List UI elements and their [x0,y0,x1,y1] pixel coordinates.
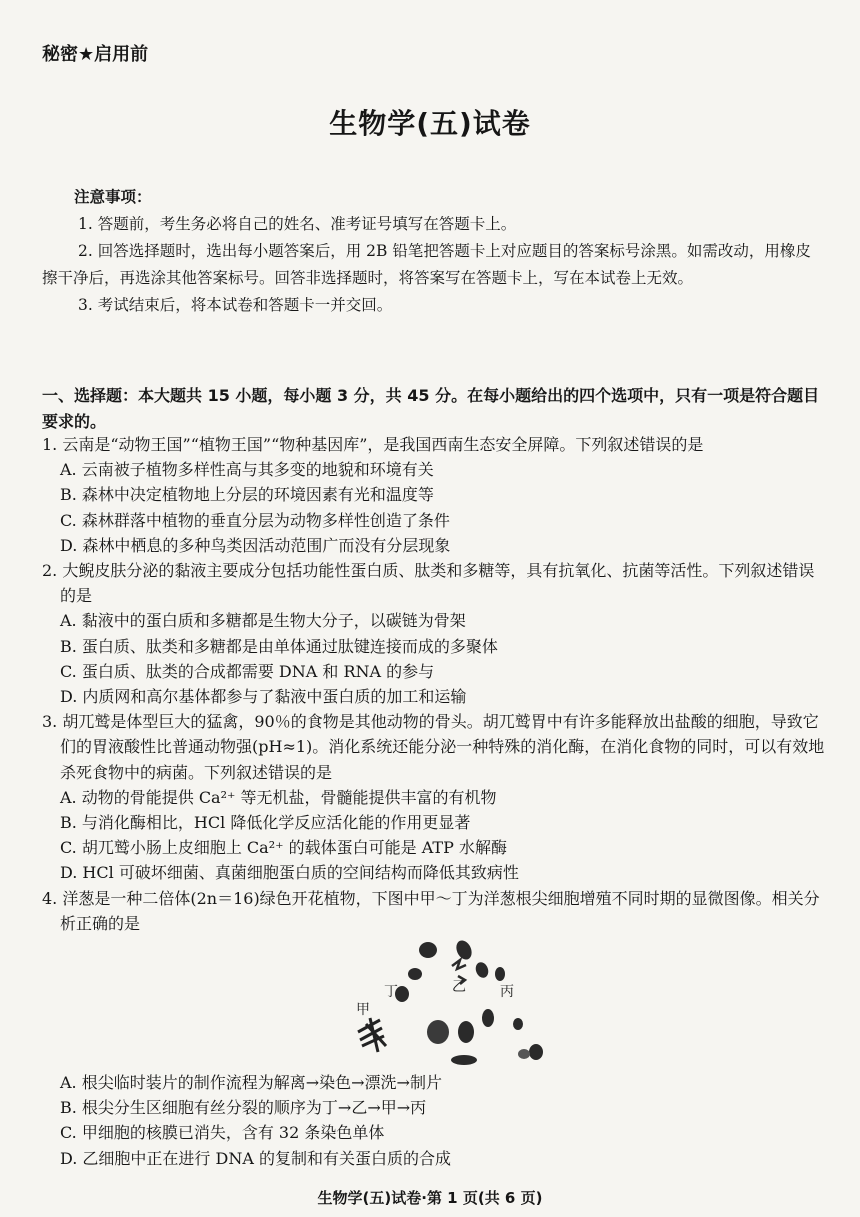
cell-blob [395,938,543,1065]
option-a: A. 根尖临时装片的制作流程为解离→染色→漂洗→制片 [60,1073,442,1092]
section-heading: 一、选择题：本大题共 15 小题，每小题 3 分，共 45 分。在每小题给出的四个选项中，只有一项是符合题目要求的。 [42,386,820,431]
figure-label-bing: 丙 [500,984,514,1000]
option-d: D. 内质网和高尔基体都参与了黏液中蛋白质的加工和运输 [60,687,467,707]
question-2 [42,558,830,709]
figure-label-jia: 甲 [356,1002,370,1018]
option-b: B. 森林中决定植物地上分层的环境因素有光和温度等 [60,485,434,505]
option-c: C. 森林群落中植物的垂直分层为动物多样性创造了条件 [60,510,450,530]
question-4-options [42,1070,830,1171]
option-b: B. 与消化酶相比，HCl 降低化学反应活化能的作用更显著 [60,813,471,833]
question-3 [42,709,830,885]
figure-label-ding: 丁 [384,984,398,1000]
question-stem: 1. 云南是“动物王国”“植物王国”“物种基因库”，是我国西南生态安全屏障。下列叙述错误的是 [42,435,704,454]
notice-item: 3. 考试结束后，将本试卷和答题卡一并交回。 [78,296,393,314]
option-c: C. 蛋白质、肽类的合成都需要 DNA 和 RNA 的参与 [60,661,435,681]
page-footer: 生物学(五)试卷·第 1 页(共 6 页) [317,1189,543,1207]
notice-heading: 注意事项： [74,188,152,206]
option-a: A. 黏液中的蛋白质和多糖都是生物大分子，以碳链为骨架 [60,611,466,631]
notice-item: 1. 答题前，考生务必将自己的姓名、准考证号填写在答题卡上。 [78,215,517,233]
option-a: A. 云南被子植物多样性高与其多变的地貌和环境有关 [60,460,434,480]
option-d: D. 森林中栖息的多种鸟类因活动范围广而没有分层现象 [60,535,451,555]
question-stem: 4. 洋葱是一种二倍体(2n＝16)绿色开花植物，下图中甲～丁为洋葱根尖细胞增殖不同时期的显微图像。相关分析正确的是 [42,888,820,933]
option-c: C. 甲细胞的核膜已消失，含有 32 条染色单体 [60,1123,385,1143]
figure-label-yi: 乙 [452,979,466,995]
metaphase-cell [358,1018,386,1052]
option-d: D. HCl 可破坏细菌、真菌细胞蛋白质的空间结构而降低其致病性 [60,863,519,883]
question-stem: 2. 大鲵皮肤分泌的黏液主要成分包括功能性蛋白质、肽类和多糖等，具有抗氧化、抗菌等活性。下列叙述错误的是 [42,561,815,606]
question-stem: 3. 胡兀鹫是体型巨大的猛禽，90％的食物是其他动物的骨头。胡兀鹫胃中有许多能释放出盐酸的细胞，导致它们的胃液酸性比普通动物强(pH≈1)。消化系统还能分泌一种特殊的消化酶，在消化食物的同时，可以有效地杀死食物中的病菌。下列叙述错误的是 [42,712,825,782]
question-list [42,432,830,936]
option-b: B. 根尖分生区细胞有丝分裂的顺序为丁→乙→甲→丙 [60,1098,427,1118]
notice-item: 2. 回答选择题时，选出每小题答案后，用 2B 铅笔把答题卡上对应题目的答案标号涂黑。如需改动，用橡皮擦干净后，再选涂其他答案标号。回答非选择题时，将答案写在答题卡上，写在本试卷上无效。 [42,242,811,287]
confidential-label: 秘密★启用前 [42,44,149,65]
question-1 [42,432,830,558]
notice-block [42,184,826,319]
micrograph-figure [340,936,560,1068]
option-d: D. 乙细胞中正在进行 DNA 的复制和有关蛋白质的合成 [60,1148,451,1168]
page-title: 生物学(五)试卷 [329,107,531,140]
question-4 [42,886,830,936]
option-b: B. 蛋白质、肽类和多糖都是由单体通过肽键连接而成的多聚体 [60,636,498,656]
option-a: A. 动物的骨能提供 Ca²⁺ 等无机盐，骨髓能提供丰富的有机物 [60,787,497,807]
option-c: C. 胡兀鹫小肠上皮细胞上 Ca²⁺ 的载体蛋白可能是 ATP 水解酶 [60,838,507,858]
